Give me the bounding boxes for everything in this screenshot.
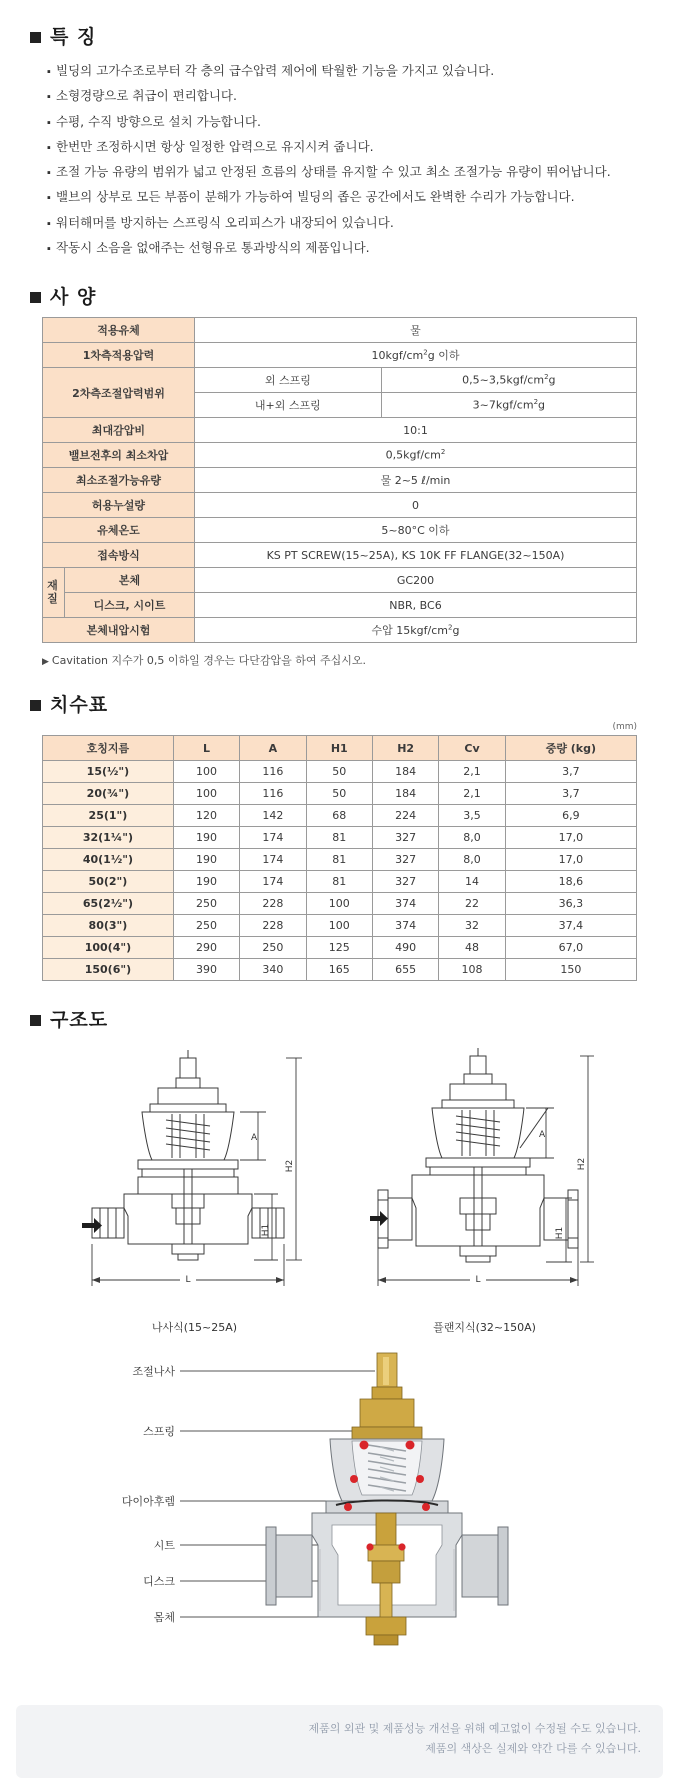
structure-section <box>0 1011 679 1679</box>
cell-size: 150(6") <box>43 959 174 981</box>
dimension-table-body <box>43 761 637 981</box>
cell-size: 65(2½") <box>43 893 174 915</box>
dimension-label-a: A <box>538 1130 545 1140</box>
spec-heading-label: 사 양 <box>50 286 97 308</box>
column-header-cv: Cv <box>439 736 505 761</box>
spec-label-fluid: 적용유체 <box>43 318 195 343</box>
cutaway-diagram-wrap <box>0 1349 679 1679</box>
cell-a: 116 <box>240 783 306 805</box>
square-bullet-icon <box>30 1015 41 1026</box>
cell-h2: 655 <box>372 959 438 981</box>
spec-label-min-flow: 최소조절가능유량 <box>43 468 195 493</box>
dimension-label-l: L <box>474 1275 481 1285</box>
cutaway-label-body: 몸체 <box>153 1611 175 1624</box>
table-row <box>43 468 637 493</box>
cell-weight: 3,7 <box>505 783 636 805</box>
table-row <box>43 618 637 643</box>
cutaway-valve-diagram <box>80 1349 600 1679</box>
spec-value-connection: KS PT SCREW(15~25A), KS 10K FF FLANGE(32~150A) <box>195 543 637 568</box>
red-marker <box>416 1475 424 1483</box>
cell-h1: 68 <box>306 805 372 827</box>
column-header-h1: H1 <box>306 736 372 761</box>
cell-size: 15(½") <box>43 761 174 783</box>
dimension-label-h2: H2 <box>284 1159 295 1173</box>
diagram-flange-type <box>370 1048 600 1335</box>
cell-size: 20(¾") <box>43 783 174 805</box>
spec-value-min-diff-pressure: $0,5kgf/cm^2$ <box>195 443 637 468</box>
dimension-table <box>42 735 637 981</box>
cell-cv: 2,1 <box>439 761 505 783</box>
dimension-label-h2: H2 <box>576 1157 587 1171</box>
list-item: · 한번만 조정하시면 항상 일정한 압력으로 유지시켜 줍니다. <box>46 137 649 157</box>
cell-h2: 184 <box>372 761 438 783</box>
cell-h2: 327 <box>372 871 438 893</box>
features-section <box>0 0 679 258</box>
cell-a: 228 <box>240 893 306 915</box>
table-row <box>43 827 637 849</box>
cell-a: 116 <box>240 761 306 783</box>
table-row <box>43 849 637 871</box>
cell-size: 40(1½") <box>43 849 174 871</box>
cell-l: 100 <box>173 783 239 805</box>
spec-value-inner-outer-spring-name: 내+외 스프링 <box>195 393 382 418</box>
table-row <box>43 937 637 959</box>
table-row <box>43 783 637 805</box>
cell-cv: 14 <box>439 871 505 893</box>
cell-cv: 32 <box>439 915 505 937</box>
dimension-label-a: A <box>250 1133 257 1143</box>
flow-arrow-icon <box>370 1211 388 1226</box>
structure-heading-label: 구조도 <box>50 1009 109 1031</box>
cell-size: 80(3") <box>43 915 174 937</box>
table-row <box>43 761 637 783</box>
cutaway-label-spring: 스프링 <box>142 1425 175 1438</box>
dimension-section <box>0 696 679 981</box>
cavitation-note-text: Cavitation 지수가 0,5 이하일 경우는 다단감압을 하여 주십시오. <box>51 654 367 667</box>
dimension-heading-label: 치수표 <box>50 694 109 716</box>
dimension-label-l: L <box>184 1275 191 1285</box>
cell-cv: 108 <box>439 959 505 981</box>
cavitation-note <box>42 652 679 668</box>
column-header-size: 호칭지름 <box>43 736 174 761</box>
list-item: · 빌딩의 고가수조로부터 각 층의 급수압력 제어에 탁월한 기능을 가지고 있습니다. <box>46 61 649 81</box>
square-bullet-icon <box>30 292 41 303</box>
table-row <box>43 593 637 618</box>
list-item: · 워터해머를 방지하는 스프링식 오리피스가 내장되어 있습니다. <box>46 213 649 233</box>
spec-value-material-body: GC200 <box>195 568 637 593</box>
cell-l: 190 <box>173 827 239 849</box>
cell-h1: 100 <box>306 915 372 937</box>
diagram-screwed-type <box>80 1048 310 1335</box>
cell-a: 174 <box>240 871 306 893</box>
red-marker <box>344 1503 352 1511</box>
cell-cv: 48 <box>439 937 505 959</box>
cell-a: 250 <box>240 937 306 959</box>
valve-outline-diagrams <box>0 1048 679 1335</box>
spec-label-material-disc: 디스크, 시이트 <box>65 593 195 618</box>
cell-l: 190 <box>173 849 239 871</box>
cell-l: 250 <box>173 893 239 915</box>
table-row <box>43 805 637 827</box>
table-row <box>43 318 637 343</box>
spec-value-allowable-leak: 0 <box>195 493 637 518</box>
cell-a: 174 <box>240 827 306 849</box>
red-marker <box>359 1441 368 1450</box>
table-header-row <box>43 736 637 761</box>
table-row <box>43 443 637 468</box>
cutaway-valve-graphic <box>266 1353 508 1645</box>
cell-h1: 165 <box>306 959 372 981</box>
disclaimer-line-2: 제품의 색상은 실제와 약간 다를 수 있습니다. <box>425 1741 641 1755</box>
red-marker <box>350 1475 358 1483</box>
spec-value-outer-spring-name: 외 스프링 <box>195 368 382 393</box>
features-heading-label: 특 징 <box>50 26 97 48</box>
list-item: · 수평, 수직 방향으로 설치 가능합니다. <box>46 112 649 132</box>
cell-h2: 490 <box>372 937 438 959</box>
table-row <box>43 915 637 937</box>
cell-cv: 8,0 <box>439 827 505 849</box>
cell-h2: 374 <box>372 915 438 937</box>
cell-h2: 184 <box>372 783 438 805</box>
square-bullet-icon <box>30 700 41 711</box>
table-row <box>43 543 637 568</box>
cell-a: 340 <box>240 959 306 981</box>
cell-h1: 81 <box>306 849 372 871</box>
square-bullet-icon <box>30 32 41 43</box>
cell-size: 100(4") <box>43 937 174 959</box>
column-header-a: A <box>240 736 306 761</box>
spec-label-connection: 접속방식 <box>43 543 195 568</box>
dimension-unit-label: (mm) <box>612 722 637 732</box>
spec-label-secondary-range: 2차측조절압력범위 <box>43 368 195 418</box>
cell-a: 174 <box>240 849 306 871</box>
red-marker <box>422 1503 430 1511</box>
column-header-weight: 중량 (kg) <box>505 736 636 761</box>
cell-l: 390 <box>173 959 239 981</box>
spec-value-pressure-test: 수압 $15kgf/cm^2g$ <box>195 618 637 643</box>
footer-disclaimer <box>16 1705 663 1778</box>
flange-valve-drawing <box>370 1048 600 1313</box>
cell-h2: 374 <box>372 893 438 915</box>
spec-value-material-disc: NBR, BC6 <box>195 593 637 618</box>
cell-l: 250 <box>173 915 239 937</box>
spec-label-material: 재질 <box>43 568 65 618</box>
diagram-flange-caption: 플랜지식(32~150A) <box>433 1321 536 1334</box>
cell-h1: 50 <box>306 783 372 805</box>
table-row <box>43 418 637 443</box>
cell-weight: 18,6 <box>505 871 636 893</box>
features-list <box>0 61 679 258</box>
cell-h2: 327 <box>372 849 438 871</box>
table-row <box>43 368 637 393</box>
specification-table <box>42 317 637 643</box>
cutaway-label-disc: 디스크 <box>142 1575 175 1588</box>
cell-weight: 67,0 <box>505 937 636 959</box>
cell-h1: 50 <box>306 761 372 783</box>
cell-size: 50(2") <box>43 871 174 893</box>
table-row <box>43 959 637 981</box>
cell-h2: 327 <box>372 827 438 849</box>
triangle-right-icon: ▶ <box>42 657 49 667</box>
red-marker <box>366 1543 373 1550</box>
cell-weight: 37,4 <box>505 915 636 937</box>
list-item: · 작동시 소음을 없애주는 선형유로 통과방식의 제품입니다. <box>46 238 649 258</box>
spec-label-fluid-temp: 유체온도 <box>43 518 195 543</box>
features-heading <box>0 28 679 47</box>
cell-l: 290 <box>173 937 239 959</box>
spec-label-allowable-leak: 허용누설량 <box>43 493 195 518</box>
spec-value-fluid-temp: 5~80°C 이하 <box>195 518 637 543</box>
spec-value-primary-pressure: $10kgf/cm^2g$ 이하 <box>195 343 637 368</box>
spec-value-fluid: 물 <box>195 318 637 343</box>
spec-label-primary-pressure: 1차측적용압력 <box>43 343 195 368</box>
dimension-label-h1: H1 <box>554 1226 565 1240</box>
cell-l: 120 <box>173 805 239 827</box>
cell-cv: 3,5 <box>439 805 505 827</box>
cell-h1: 81 <box>306 871 372 893</box>
cell-h1: 100 <box>306 893 372 915</box>
cell-a: 142 <box>240 805 306 827</box>
column-header-h2: H2 <box>372 736 438 761</box>
cell-size: 32(1¼") <box>43 827 174 849</box>
spec-label-pressure-test: 본체내압시험 <box>43 618 195 643</box>
cutaway-label-diaphragm: 다이아후렘 <box>121 1495 175 1508</box>
screwed-valve-drawing <box>80 1048 310 1313</box>
spec-label-material-body: 본체 <box>65 568 195 593</box>
cell-size: 25(1") <box>43 805 174 827</box>
diagram-screwed-caption: 나사식(15~25A) <box>151 1321 238 1334</box>
table-row <box>43 343 637 368</box>
structure-heading <box>0 1011 679 1030</box>
spec-value-inner-outer-spring-range: $3\sim 7kgf/cm^2g$ <box>381 393 636 418</box>
cell-cv: 2,1 <box>439 783 505 805</box>
table-row <box>43 893 637 915</box>
spec-heading <box>0 288 679 307</box>
red-marker <box>398 1543 405 1550</box>
spec-label-max-ratio: 최대감압비 <box>43 418 195 443</box>
cell-weight: 36,3 <box>505 893 636 915</box>
red-marker <box>405 1441 414 1450</box>
cell-h1: 81 <box>306 827 372 849</box>
list-item: · 밸브의 상부로 모든 부품이 분해가 가능하여 빌딩의 좁은 공간에서도 완벽한 수리가 가능합니다. <box>46 187 649 207</box>
cutaway-label-adjusting-screw: 조절나사 <box>131 1365 175 1378</box>
table-row <box>43 871 637 893</box>
dimension-heading <box>0 696 679 715</box>
cell-h1: 125 <box>306 937 372 959</box>
cell-weight: 150 <box>505 959 636 981</box>
list-item: · 조절 가능 유량의 범위가 넓고 안정된 흐름의 상태를 유지할 수 있고 최소 조절가능 유량이 뛰어납니다. <box>46 162 649 182</box>
cutaway-label-seat: 시트 <box>153 1539 175 1552</box>
cell-l: 100 <box>173 761 239 783</box>
spec-value-max-ratio: 10:1 <box>195 418 637 443</box>
column-header-l: L <box>173 736 239 761</box>
cell-weight: 17,0 <box>505 827 636 849</box>
spec-value-outer-spring-range: $0,5\sim 3,5kgf/cm^2g$ <box>381 368 636 393</box>
cell-weight: 6,9 <box>505 805 636 827</box>
table-row <box>43 518 637 543</box>
list-item: · 소형경량으로 취급이 편리합니다. <box>46 86 649 106</box>
cell-a: 228 <box>240 915 306 937</box>
spec-label-min-diff-pressure: 밸브전후의 최소차압 <box>43 443 195 468</box>
table-row <box>43 568 637 593</box>
cell-cv: 22 <box>439 893 505 915</box>
dimension-label-h1: H1 <box>260 1223 271 1237</box>
cell-cv: 8,0 <box>439 849 505 871</box>
cell-l: 190 <box>173 871 239 893</box>
cell-weight: 3,7 <box>505 761 636 783</box>
specification-section <box>0 288 679 668</box>
cell-weight: 17,0 <box>505 849 636 871</box>
disclaimer-line-1: 제품의 외관 및 제품성능 개선을 위해 예고없이 수정될 수도 있습니다. <box>308 1722 641 1735</box>
cell-h2: 224 <box>372 805 438 827</box>
table-row <box>43 493 637 518</box>
spec-value-min-flow: 물 2~5 ℓ/min <box>195 468 637 493</box>
